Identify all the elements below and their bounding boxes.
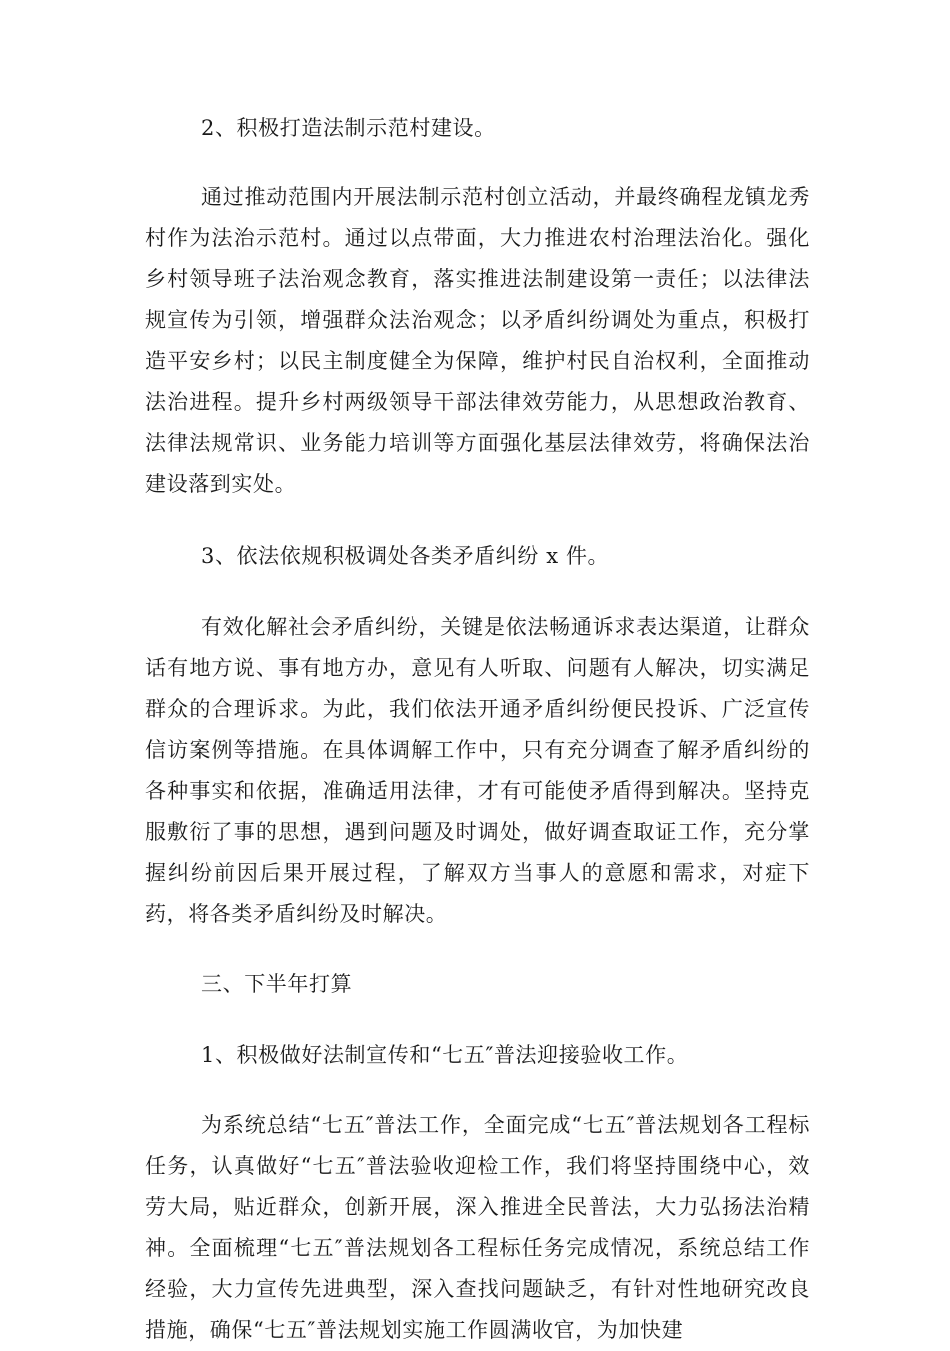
body-paragraph-dispute-mediation: 有效化解社会矛盾纠纷，关键是依法畅通诉求表达渠道，让群众话有地方说、事有地方办，意见有人听取、问题有人解决，切实满足群众的合理诉求。为此，我们依法开通矛盾纠纷便民投诉、广泛宣传信访案例等措施。在具体调解工作中，只有充分调查了解矛盾纠纷的各种事实和依据，准确适用法律，才有可能使矛盾得到解决。坚持克服敷衍了事的思想，遇到问题及时调处，做好调查取证工作，充分掌握纠纷前因后果开展过程，了解双方当事人的意愿和需求，对症下药，将各类矛盾纠纷及时解决。 bbox=[145, 615, 810, 926]
subheading-1: 1、积极做好法制宣传和“七五″普法迎接验收工作。 bbox=[201, 1043, 689, 1067]
section-heading-plan: 三、下半年打算 bbox=[201, 972, 353, 996]
subheading-3: 3、依法依规积极调处各类矛盾纠纷 x 件。 bbox=[201, 544, 610, 568]
body-paragraph-demonstration-village: 通过推动范围内开展法制示范村创立活动，并最终确程龙镇龙秀村作为法治示范村。通过以点带面，大力推进农村治理法治化。强化乡村领导班子法治观念教育，落实推进法制建设第一责任；以法律法规宣传为引领，增强群众法治观念；以矛盾纠纷调处为重点，积极打造平安乡村；以民主制度健全为保障，维护村民自治权利，全面推动法治进程。提升乡村两级领导干部法律效劳能力，从思想政治教育、法律法规常识、业务能力培训等方面强化基层法律效劳，将确保法治建设落到实处。 bbox=[145, 185, 810, 496]
body-paragraph-legal-publicity: 为系统总结“七五″普法工作，全面完成“七五″普法规划各工程标任务，认真做好“七五″普法验收迎检工作，我们将坚持围绕中心，效劳大局，贴近群众，创新开展，深入推进全民普法，大力弘扬法治精神。全面梳理“七五″普法规划各工程标任务完成情况，系统总结工作经验，大力宣传先进典型，深入查找问题缺乏，有针对性地研究改良措施，确保“七五″普法规划实施工作圆满收官，为加快建 bbox=[145, 1113, 810, 1342]
document-body bbox=[145, 108, 810, 1351]
subheading-2: 2、积极打造法制示范村建设。 bbox=[201, 116, 496, 140]
